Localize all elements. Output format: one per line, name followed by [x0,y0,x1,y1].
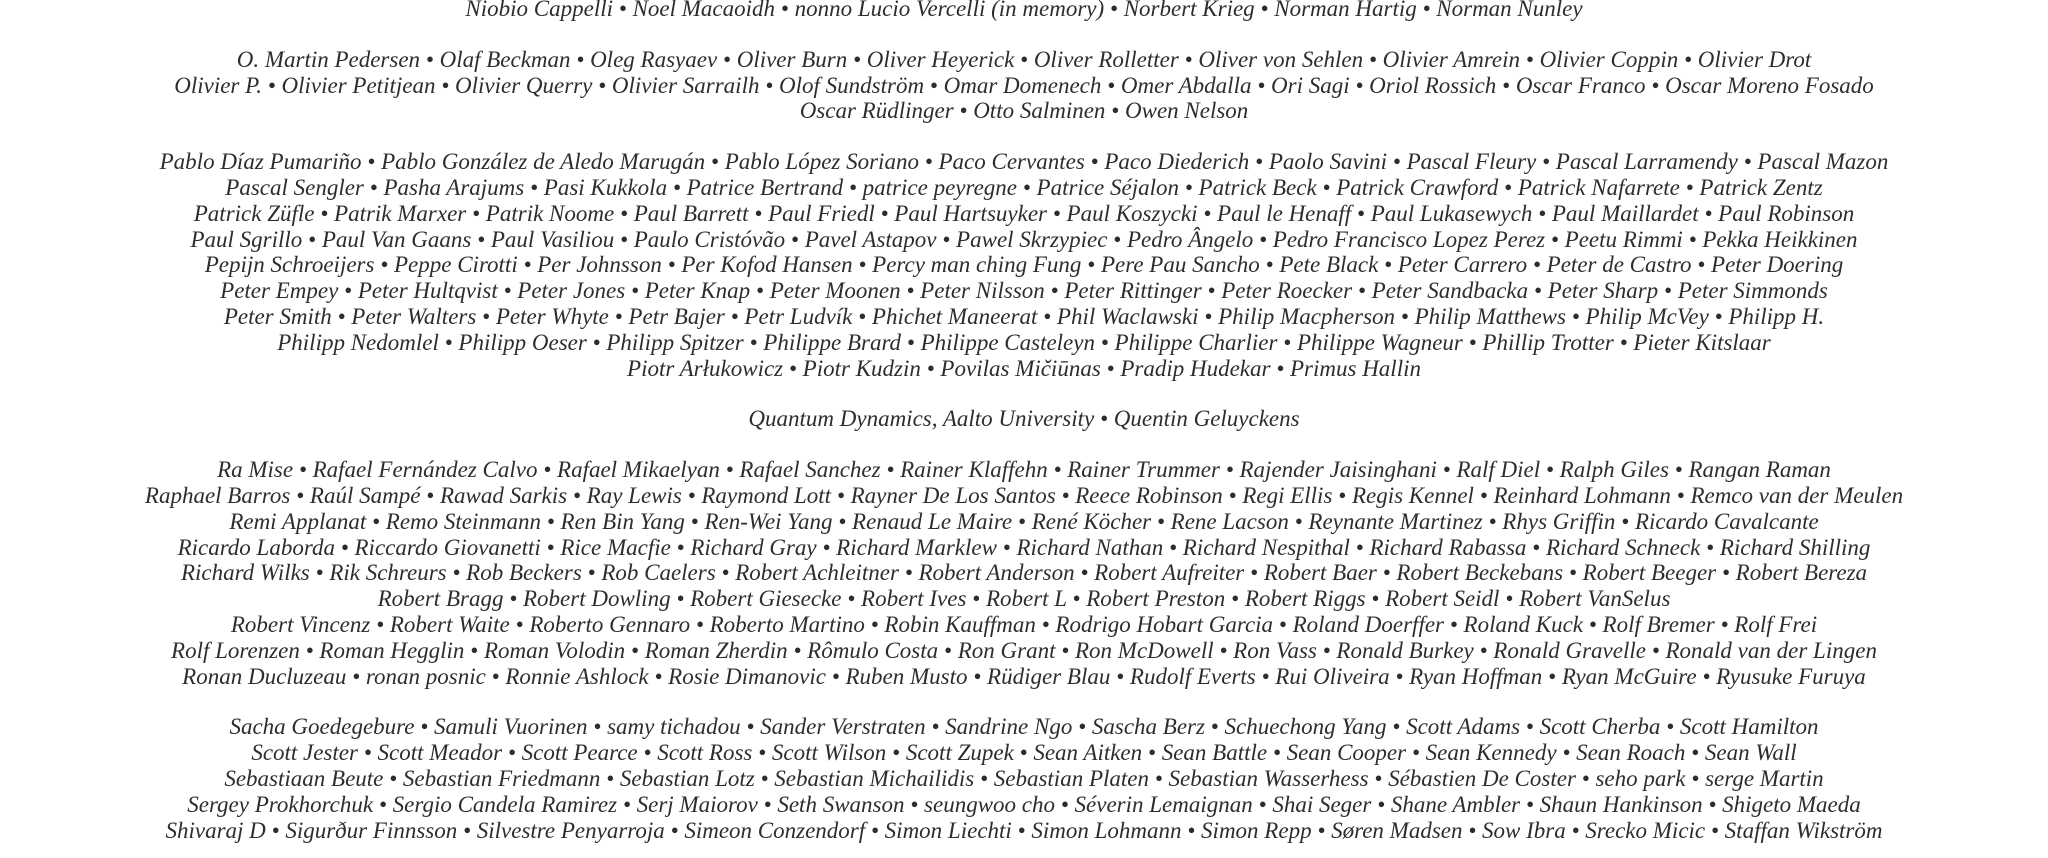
credits-line: O. Martin Pedersen • Olaf Beckman • Oleg Rasyaev • Oliver Burn • Oliver Heyerick • Oliver Rolletter • Oliver von Sehlen • Olivier Amrein • Olivier Coppin • Olivier Drot [236,46,1812,72]
credits-line: Robert Bragg • Robert Dowling • Robert Giesecke • Robert Ives • Robert L • Robert Preston • Robert Riggs • Robert Seidl • Robert VanSelus [377,586,1671,612]
credits-line: Shivaraj D • Sigurður Finnsson • Silvestre Penyarroja • Simeon Conzendorf • Simon Liechti • Simon Lohmann • Simon Repp • Søren Madsen • Sow Ibra • Srecko Micic • Staffan Wikström [165,817,1883,843]
credits-line: Ricardo Laborda • Riccardo Giovanetti • Rice Macfie • Richard Gray • Richard Marklew • Richard Nathan • Richard Nespithal • Richard Rabassa • Richard Schneck • Richard Shilling [177,534,1871,560]
credits-line: Quantum Dynamics, Aalto University • Quentin Geluyckens [748,406,1300,432]
credits-line: Patrick Züfle • Patrik Marxer • Patrik Noome • Paul Barrett • Paul Friedl • Paul Hartsuyker • Paul Koszycki • Paul le Henaff • Paul Lukasewych • Paul Maillardet • Paul Robinson [193,200,1855,226]
credits-block-s [104,714,1944,843]
credits-block-q [104,406,1944,432]
credits-line: Pepijn Schroeijers • Peppe Cirotti • Per Johnsson • Per Kofod Hansen • Percy man ching Fung • Pere Pau Sancho • Pete Black • Peter Carrero • Peter de Castro • Peter Doering [204,252,1844,278]
credits-line: Robert Vincenz • Robert Waite • Roberto Gennaro • Roberto Martino • Robin Kauffman • Rodrigo Hobart Garcia • Roland Doerffer • Roland Kuck • Rolf Bremer • Rolf Frei [230,611,1818,637]
credits-line: Peter Smith • Peter Walters • Peter Whyte • Petr Bajer • Petr Ludvík • Phichet Maneerat • Phil Waclawski • Philip Macpherson • Philip Matthews • Philip McVey • Philipp H. [223,303,1825,329]
credits-line: Richard Wilks • Rik Schreurs • Rob Beckers • Rob Caelers • Robert Achleitner • Robert Anderson • Robert Aufreiter • Robert Baer • Robert Beckebans • Robert Beeger • Robert Bereza [180,560,1868,586]
credits-line: Ronan Ducluzeau • ronan posnic • Ronnie Ashlock • Rosie Dimanovic • Ruben Musto • Rüdiger Blau • Rudolf Everts • Rui Oliveira • Ryan Hoffman • Ryan McGuire • Ryusuke Furuya [182,663,1866,689]
credits-line: Sergey Prokhorchuk • Sergio Candela Ramirez • Serj Maiorov • Seth Swanson • seungwoo cho • Séverin Lemaignan • Shai Seger • Shane Ambler • Shaun Hankinson • Shigeto Maeda [187,791,1861,817]
credits-line: Remi Applanat • Remo Steinmann • Ren Bin Yang • Ren-Wei Yang • Renaud Le Maire • René Köcher • Rene Lacson • Reynante Martinez • Rhys Griffin • Ricardo Cavalcante [229,508,1819,534]
credits-line: Sebastiaan Beute • Sebastian Friedmann • Sebastian Lotz • Sebastian Michailidis • Sebastian Platen • Sebastian Wasserhess • Sébastien De Coster • seho park • serge Martin [224,765,1824,791]
credits-line: Piotr Arłukowicz • Piotr Kudzin • Povilas Mičiūnas • Pradip Hudekar • Primus Hallin [627,355,1421,381]
credits-line: Peter Empey • Peter Hultqvist • Peter Jones • Peter Knap • Peter Moonen • Peter Nilsson • Peter Rittinger • Peter Roecker • Peter Sandbacka • Peter Sharp • Peter Simmonds [220,278,1828,304]
credits-scroll [104,0,1944,843]
credits-line: Raphael Barros • Raúl Sampé • Rawad Sarkis • Ray Lewis • Raymond Lott • Rayner De Los Santos • Reece Robinson • Regi Ellis • Regis Kennel • Reinhard Lohmann • Remco van der Meulen [144,482,1904,508]
credits-block-r [104,457,1944,689]
credits-block-p [104,149,1944,381]
credits-line: Paul Sgrillo • Paul Van Gaans • Paul Vasiliou • Paulo Cristóvão • Pavel Astapov • Pawel Skrzypiec • Pedro Ângelo • Pedro Francisco Lopez Perez • Peetu Rimmi • Pekka Heikkinen [190,226,1858,252]
credits-line: Rolf Lorenzen • Roman Hegglin • Roman Volodin • Roman Zherdin • Rômulo Costa • Ron Grant • Ron McDowell • Ron Vass • Ronald Burkey • Ronald Gravelle • Ronald van der Lingen [171,637,1877,663]
credits-line: Scott Jester • Scott Meador • Scott Pearce • Scott Ross • Scott Wilson • Scott Zupek • Sean Aitken • Sean Battle • Sean Cooper • Sean Kennedy • Sean Roach • Sean Wall [251,740,1797,766]
credits-block-n [104,0,1944,22]
credits-line: Ra Mise • Rafael Fernández Calvo • Rafael Mikaelyan • Rafael Sanchez • Rainer Klaffehn • Rainer Trummer • Rajender Jaisinghani • Ralf Diel • Ralph Giles • Rangan Raman [217,457,1831,483]
credits-line: Sacha Goedegebure • Samuli Vuorinen • samy tichadou • Sander Verstraten • Sandrine Ngo • Sascha Berz • Schuechong Yang • Scott Adams • Scott Cherba • Scott Hamilton [229,714,1819,740]
credits-line: Niobio Cappelli • Noel Macaoidh • nonno Lucio Vercelli (in memory) • Norbert Krieg • Norman Hartig • Norman Nunley [465,0,1583,21]
credits-line: Oscar Rüdlinger • Otto Salminen • Owen Nelson [799,98,1249,124]
credits-line: Olivier P. • Olivier Petitjean • Olivier Querry • Olivier Sarrailh • Olof Sundström • Omar Domenech • Omer Abdalla • Ori Sagi • Oriol Rossich • Oscar Franco • Oscar Moreno Fosado [174,72,1874,98]
credits-block-o [104,47,1944,124]
credits-line: Philipp Nedomlel • Philipp Oeser • Philipp Spitzer • Philippe Brard • Philippe Casteleyn • Philippe Charlier • Philippe Wagneur • Phillip Trotter • Pieter Kitslaar [277,329,1771,355]
credits-line: Pablo Díaz Pumariño • Pablo González de Aledo Marugán • Pablo López Soriano • Paco Cervantes • Paco Diederich • Paolo Savini • Pascal Fleury • Pascal Larramendy • Pascal Mazon [159,149,1889,175]
credits-line: Pascal Sengler • Pasha Arajums • Pasi Kukkola • Patrice Bertrand • patrice peyregne • Patrice Séjalon • Patrick Beck • Patrick Crawford • Patrick Nafarrete • Patrick Zentz [225,174,1823,200]
